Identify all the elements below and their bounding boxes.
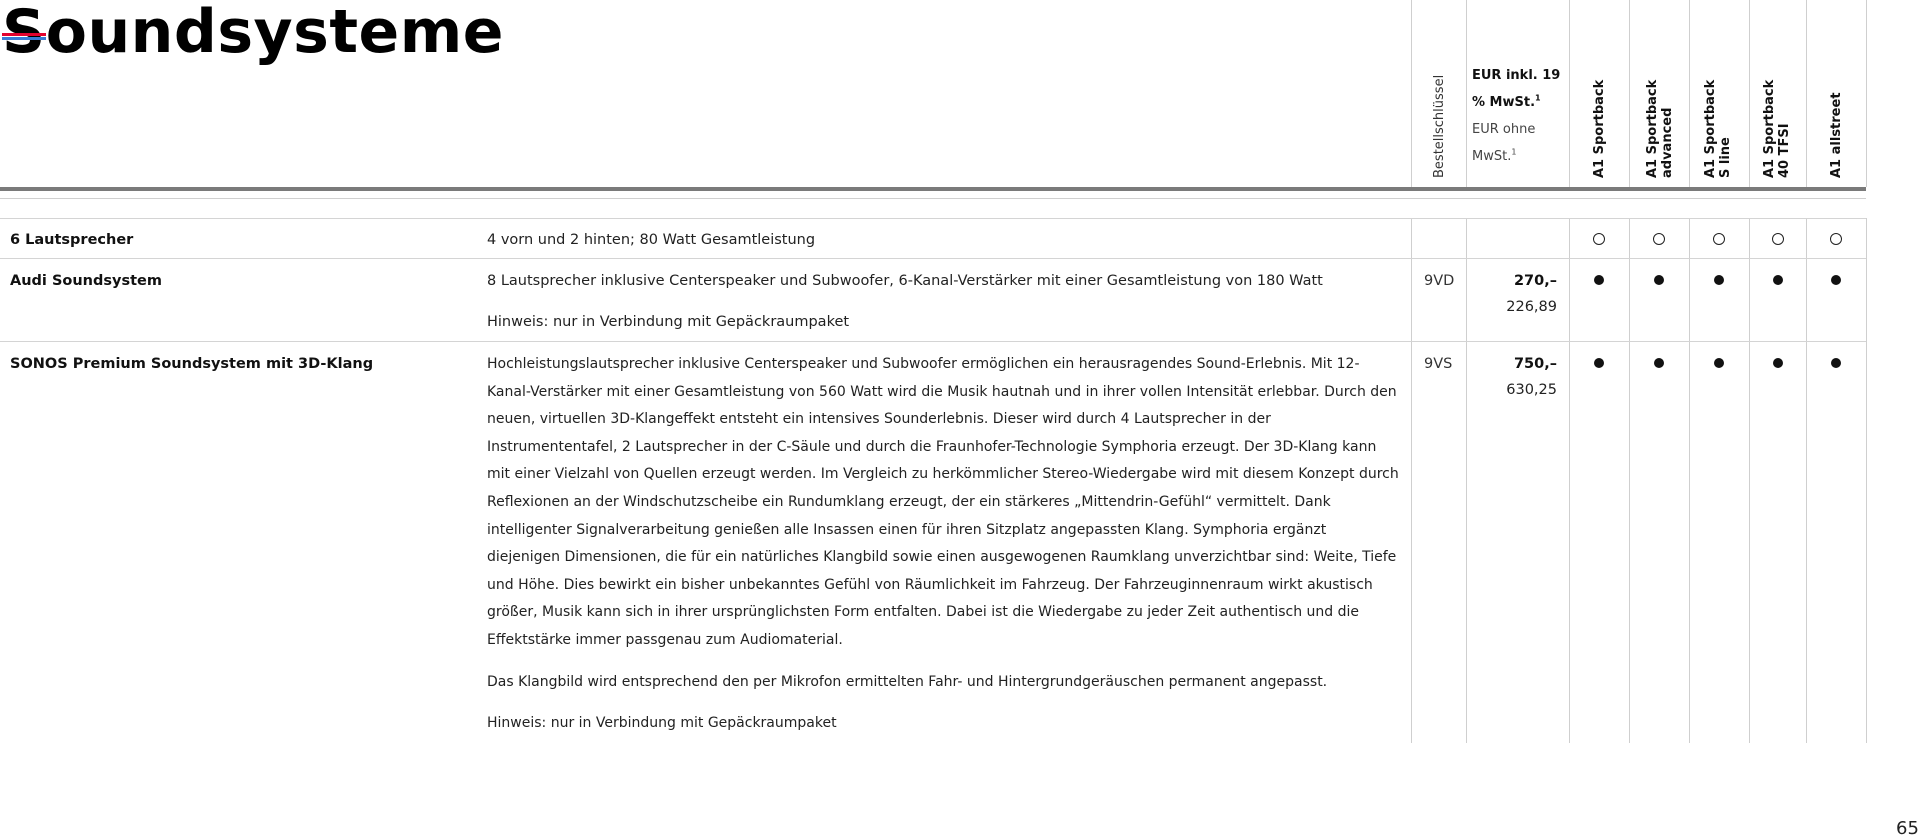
header-rule (0, 187, 1866, 191)
col-divider (1689, 218, 1690, 743)
header-order-key: Bestellschlüssel (1432, 74, 1447, 178)
row-2-code: 9VD (1424, 273, 1455, 289)
row-1-feature: 6 Lautsprecher (10, 232, 134, 248)
row-2-price (1497, 268, 1557, 320)
row-3-price (1497, 351, 1557, 403)
col-divider (1629, 218, 1630, 743)
optional-equipment-icon (1594, 358, 1604, 368)
optional-equipment-icon (1714, 275, 1724, 285)
col-divider (1629, 0, 1630, 187)
header-model-4: A1 Sportback 40 TFSI (1762, 79, 1792, 178)
title-red-stripe (2, 33, 46, 36)
row-3-code: 9VS (1424, 356, 1453, 372)
standard-equipment-icon (1830, 233, 1842, 245)
header-model-5: A1 allstreet (1829, 92, 1844, 178)
row-3-description (487, 351, 1402, 750)
header-model-3: A1 Sportback S line (1703, 79, 1733, 178)
standard-equipment-icon (1772, 233, 1784, 245)
col-divider (1866, 218, 1867, 743)
header-price (1472, 62, 1572, 170)
row-3-desc-note: Hinweis: nur in Verbindung mit Gepäckraumpaket (487, 715, 837, 732)
optional-equipment-icon (1773, 275, 1783, 285)
row-2-desc-note: Hinweis: nur in Verbindung mit Gepäckraumpaket (487, 314, 850, 330)
col-divider (1411, 0, 1412, 187)
row-1-description (487, 227, 1417, 265)
title-first-letter (2, 0, 46, 68)
row-2-desc-text: 8 Lautsprecher inklusive Centerspeaker und Subwoofer, 6-Kanal-Verstärker mit einer Gesamtleistung von 180 Watt (487, 273, 1323, 289)
col-divider (1749, 0, 1750, 187)
row-2-feature: Audi Soundsystem (10, 273, 162, 289)
header-model-2: A1 Sportback advanced (1645, 79, 1675, 178)
row-1-desc-text: 4 vorn und 2 hinten; 80 Watt Gesamtleistung (487, 232, 816, 248)
optional-equipment-icon (1654, 275, 1664, 285)
col-divider (1749, 218, 1750, 743)
col-divider (1569, 218, 1570, 743)
row-3-desc-text: Hochleistungslautsprecher inklusive Centerspeaker und Subwoofer ermöglichen ein herausragendes Sound-Erlebnis. Mit 12-Kanal-Verstärker mit einer Gesamtleistung von 560 Watt wird die Musik hautnah und in ihrer vollen Intensität erlebbar. Durch den neuen, virtuellen 3D-Klangeffekt entsteht ein intensives Sounderlebnis. Dieser wird durch 4 Lautsprecher in der Instrumententafel, 2 Lautsprecher in der C-Säule und durch die Fraunhofer-Technologie Symphoria erzeugt. Der 3D-Klang kann mit einer Vielzahl von Quellen erzeugt werden. Im Vergleich zu herkömmlicher Stereo-Wiedergabe wird mit diesem Konzept durch Reflexionen an der Windschutzscheibe ein Rundumklang erzeugt, der ein stärkeres „Mittendrin-Gefühl“ vermittelt. Dank intelligenter Signalverarbeitung genießen alle Insassen einen für ihren Sitzplatz angepassten Klang. Symphoria ergänzt diejenigen Dimensionen, die für ein natürliches Klangbild sowie einen ausgewogenen Raumklang unverzichtbar sind: Weite, Tiefe und Höhe. Dies bewirkt ein bisher unbekanntes Gefühl von Räumlichkeit im Fahrzeug. Der Fahrzeuginnenraum wirkt akustisch größer, Musik kann sich in ihrer ursprünglichsten Form entfalten. Dabei ist die Wiedergabe zu jeder Zeit authentisch und die Effektstärke immer passgenau zum Audiomaterial. (487, 356, 1399, 648)
optional-equipment-icon (1831, 275, 1841, 285)
col-divider (1806, 218, 1807, 743)
header-price-incl: EUR inkl. 19 % MwSt.$^1$ (1472, 68, 1561, 110)
header-model-1: A1 Sportback (1592, 79, 1607, 178)
row-2-description (487, 268, 1417, 347)
row-divider (0, 218, 1866, 219)
col-divider (1466, 0, 1467, 187)
standard-equipment-icon (1653, 233, 1665, 245)
optional-equipment-icon (1773, 358, 1783, 368)
title-rest: oundsysteme (45, 0, 504, 67)
col-divider (1806, 0, 1807, 187)
page-number: 65 (1896, 818, 1919, 839)
col-divider (1689, 0, 1690, 187)
col-divider (1466, 218, 1467, 743)
col-divider (1866, 0, 1867, 187)
standard-equipment-icon (1593, 233, 1605, 245)
row-3-desc-text-2: Das Klangbild wird entsprechend den per Mikrofon ermittelten Fahr- und Hintergrundgeräuschen permanent angepasst. (487, 673, 1328, 690)
title-blue-stripe (2, 37, 46, 40)
optional-equipment-icon (1594, 275, 1604, 285)
row-3-feature: SONOS Premium Soundsystem mit 3D-Klang (10, 356, 374, 372)
row-2-price-excl: 226,89 (1506, 299, 1557, 315)
page-title (2, 0, 504, 68)
header-subrule (0, 198, 1866, 199)
optional-equipment-icon (1831, 358, 1841, 368)
standard-equipment-icon (1713, 233, 1725, 245)
row-2-price-incl: 270,– (1513, 273, 1557, 289)
optional-equipment-icon (1654, 358, 1664, 368)
row-3-price-incl: 750,– (1513, 356, 1557, 372)
row-3-price-excl: 630,25 (1506, 382, 1557, 398)
header-price-excl: EUR ohne MwSt.$^1$ (1472, 122, 1536, 164)
optional-equipment-icon (1714, 358, 1724, 368)
